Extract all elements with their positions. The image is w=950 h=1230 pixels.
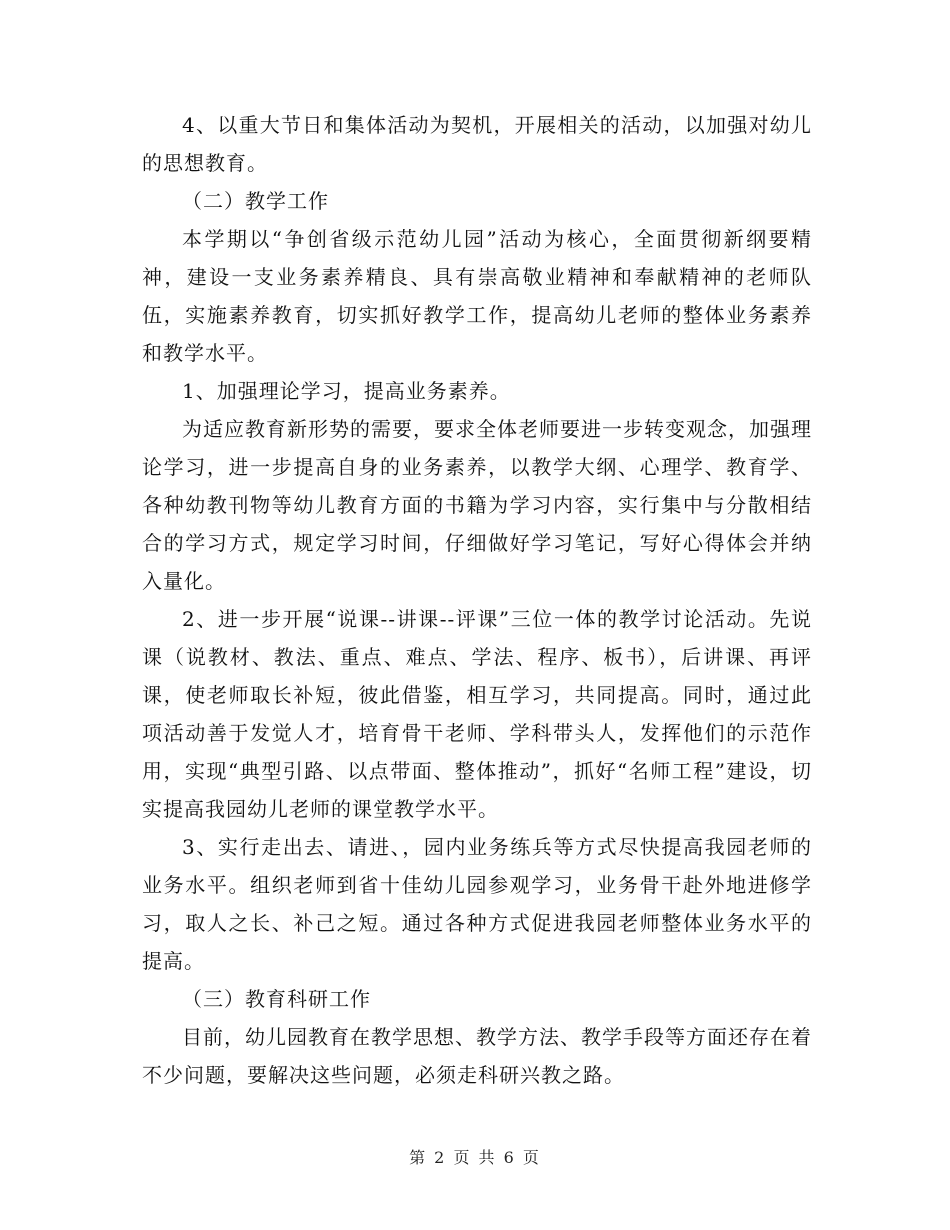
paragraph-item-1-title: 1、加强理论学习，提高业务素养。 <box>182 379 511 403</box>
section-heading-teaching: （二）教学工作 <box>182 189 329 213</box>
paragraph-item-2: 2、进一步开展“说课--讲课--评课”三位一体的教学讨论活动。先说课（说教材、教法、重点、难点、学法、程序、板书），后讲课、再评课，使老师取长补短，彼此借鉴，相互学习，共同提高。同时，通过此项活动善于发觉人才，培育骨干老师、学科带头人，发挥他们的示范作用，实现“典型引路、以点带面、整体推动”，抓好“名师工程”建设，切实提高我园幼儿老师的课堂教学水平。 <box>142 607 812 821</box>
paragraph-teaching-intro: 本学期以“争创省级示范幼儿园”活动为核心，全面贯彻新纲要精神，建设一支业务素养精良、具有崇高敬业精神和奉献精神的老师队伍，实施素养教育，切实抓好教学工作，提高幼儿老师的整体业务素养和教学水平。 <box>142 227 812 365</box>
paragraph-item-4: 4、以重大节日和集体活动为契机，开展相关的活动，以加强对幼儿的思想教育。 <box>142 113 812 175</box>
paragraph-item-3: 3、实行走出去、请进、，园内业务练兵等方式尽快提高我园老师的业务水平。组织老师到省十佳幼儿园参观学习，业务骨干赴外地进修学习，取人之长、补己之短。通过各种方式促进我园老师整体业务水平的提高。 <box>142 835 812 973</box>
paragraph-item-1-body: 为适应教育新形势的需要，要求全体老师要进一步转变观念，加强理论学习，进一步提高自身的业务素养，以教学大纲、心理学、教育学、各种幼教刊物等幼儿教育方面的书籍为学习内容，实行集中与分散相结合的学习方式，规定学习时间，仔细做好学习笔记，写好心得体会并纳入量化。 <box>142 417 812 593</box>
section-heading-research: （三）教育科研工作 <box>182 987 371 1011</box>
document-body <box>142 106 812 1094</box>
page-number-footer: 第 2 页 共 6 页 <box>409 1148 541 1167</box>
paragraph-research-intro: 目前，幼儿园教育在教学思想、教学方法、教学手段等方面还存在着不少问题，要解决这些问题，必须走科研兴教之路。 <box>142 1025 812 1087</box>
